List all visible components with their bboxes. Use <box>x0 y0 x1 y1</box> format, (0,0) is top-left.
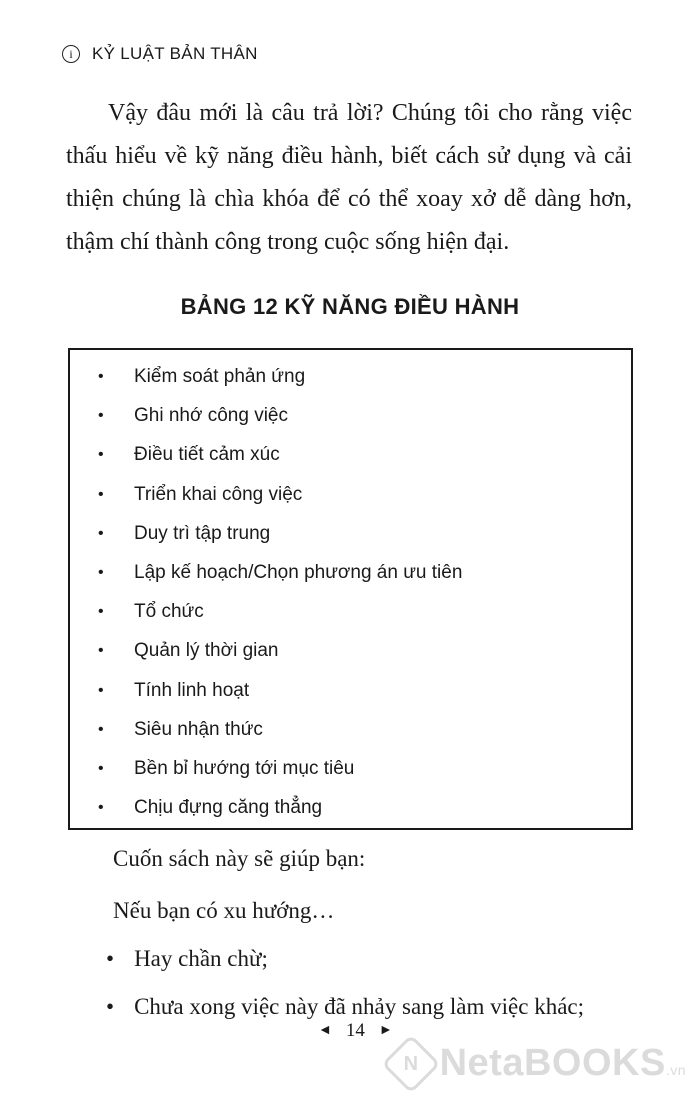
book-title: KỶ LUẬT BẢN THÂN <box>92 44 258 63</box>
skill-label: Ghi nhớ công việc <box>134 405 288 427</box>
bullet-icon: • <box>98 407 104 425</box>
skill-item <box>70 514 631 553</box>
info-circle-icon: i <box>62 45 80 63</box>
skill-item <box>70 475 631 514</box>
skill-item <box>70 788 631 827</box>
skill-label: Tổ chức <box>134 601 204 623</box>
list-item-text: Hay chần chừ; <box>134 946 268 971</box>
bullet-icon: • <box>98 563 104 581</box>
skill-item <box>70 396 631 435</box>
running-header <box>62 44 258 64</box>
bullet-icon: • <box>106 994 115 1019</box>
list-item <box>106 994 584 1020</box>
bullet-icon: • <box>98 485 104 503</box>
brand-name: NetaBOOKS.vn <box>439 1042 686 1084</box>
body-line: Nếu bạn có xu hướng… <box>113 898 335 923</box>
page-number: 14 <box>345 1020 365 1041</box>
skill-item <box>70 671 631 710</box>
bullet-icon: • <box>98 446 104 464</box>
skill-label: Kiểm soát phản ứng <box>134 366 306 387</box>
skill-label: Điều tiết cảm xúc <box>134 444 280 466</box>
watermark <box>390 1042 686 1085</box>
bullet-icon: • <box>98 681 104 699</box>
skill-item <box>70 749 631 788</box>
next-page-icon[interactable]: ► <box>378 1023 393 1038</box>
skill-label: Triển khai công việc <box>134 483 303 505</box>
skills-list <box>70 350 631 827</box>
skill-item <box>70 553 631 592</box>
prev-page-icon[interactable]: ◄ <box>318 1023 332 1038</box>
skill-label: Duy trì tập trung <box>134 522 271 544</box>
bullet-icon: • <box>106 946 115 971</box>
skills-box <box>68 348 633 830</box>
skill-label: Lập kế hoạch/Chọn phương án ưu tiên <box>134 561 463 583</box>
bullet-icon: • <box>98 368 104 385</box>
skill-label: Quản lý thời gian <box>134 640 279 662</box>
skill-label: Tính linh hoạt <box>134 679 250 701</box>
skill-item <box>70 435 631 474</box>
list-item-text: Chưa xong việc này đã nhảy sang làm việc khác; <box>134 994 585 1019</box>
skill-item <box>70 710 631 749</box>
bullet-icon: • <box>98 603 104 621</box>
skill-item <box>70 592 631 631</box>
skill-label: Chịu đựng căng thẳng <box>134 797 323 819</box>
table-title: BẢNG 12 KỸ NĂNG ĐIỀU HÀNH <box>180 294 520 319</box>
bullet-icon: • <box>98 799 104 817</box>
skill-item <box>70 631 631 670</box>
skill-label: Siêu nhận thức <box>134 718 263 740</box>
skill-item <box>70 357 631 396</box>
body-line: Cuốn sách này sẽ giúp bạn: <box>113 846 366 871</box>
brand-logo-icon: N <box>381 1034 440 1093</box>
bullet-icon: • <box>98 524 104 542</box>
list-item <box>106 946 268 972</box>
page-footer <box>318 1020 393 1042</box>
bullet-icon: • <box>98 642 104 660</box>
bullet-icon: • <box>98 759 104 777</box>
intro-paragraph: Vậy đâu mới là câu trả lời? Chúng tôi cho rằng việc thấu hiểu về kỹ năng điều hành, biết cách sử dụng và cải thiện chúng là chìa khóa để có thể xoay xở dễ dàng hơn, thậm chí thành công trong cuộc sống hiện đại. <box>66 100 632 255</box>
skill-label: Bền bỉ hướng tới mục tiêu <box>134 757 355 779</box>
bullet-icon: • <box>98 720 104 738</box>
